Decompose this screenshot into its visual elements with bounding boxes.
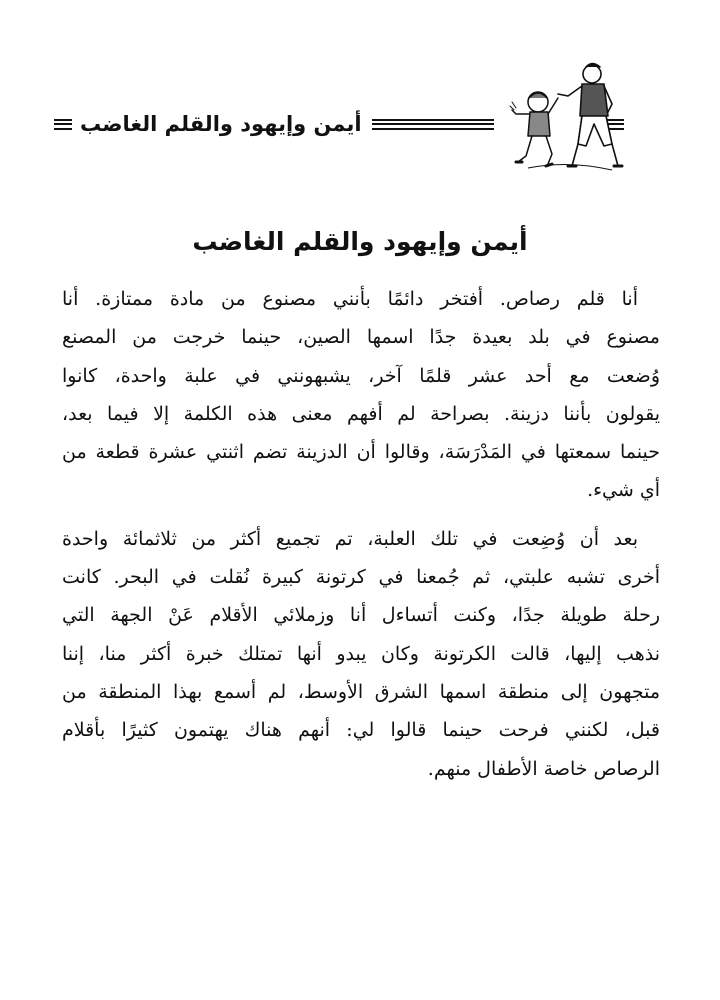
running-header-title: أيمن وإيهود والقلم الغاضب (80, 112, 362, 136)
text-line: بعد أن وُضِعت في تلك العلبة، تم تجميع أكثر من ثلاثمائة واحدة (62, 527, 638, 550)
story-body (62, 280, 660, 788)
paragraph-2 (62, 520, 660, 788)
header-rule-left (54, 119, 72, 130)
text-line: مصنوع في بلد بعيدة جدًا اسمها الصين، حينما خرجت من المصنع (62, 326, 660, 349)
text-line: الرصاص خاصة الأطفال منهم. (427, 757, 660, 780)
text-line: قبل، لكنني فرحت حينما قالوا لي: أنهم هناك يهتمون كثيرًا بأقلام (62, 719, 660, 742)
text-line: أي شيء. (587, 479, 660, 502)
chapter-title: أيمن وإيهود والقلم الغاضب (192, 227, 528, 256)
text-line: حينما سمعتها في المَدْرَسَة، وقالوا أن الدزينة تضم اثنتي عشرة قطعة من (62, 441, 660, 464)
text-line: نذهب إليها، قالت الكرتونة وكان يبدو أنها تمتلك خبرة أكثر منا، إننا (62, 642, 660, 665)
text-line: يقولون بأننا دزينة. بصراحة لم أفهم معنى هذه الكلمة إلا فيما بعد، (62, 402, 660, 425)
father-and-child-illustration (508, 52, 626, 174)
text-line: وُضعت مع أحد عشر قلمًا آخر، يشبهونني في علبة واحدة، كانوا (62, 364, 660, 387)
text-line: أخرى تشبه علبتي، ثم جُمعنا في كرتونة كبيرة نُقلت في البحر. كانت (62, 566, 660, 589)
text-line: متجهون إلى منطقة اسمها الشرق الأوسط، لم أسمع بهذا المنطقة من (62, 680, 660, 703)
text-line: رحلة طويلة جدًا، وكنت أتساءل أنا وزملائي الأقلام عَنْ الجهة التي (62, 604, 660, 627)
header-rule-middle (372, 119, 494, 130)
paragraph-1 (62, 280, 660, 510)
text-line: أنا قلم رصاص. أفتخر دائمًا بأنني مصنوع من مادة ممتازة. أنا (62, 288, 638, 310)
